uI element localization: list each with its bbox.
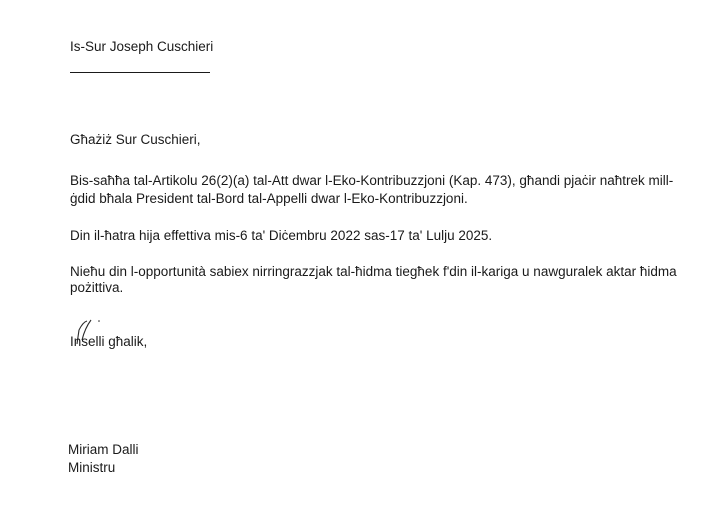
signatory-name: Miriam Dalli — [68, 442, 139, 457]
paragraph-3-line-1: Nieħu din l-opportunità sabiex nirringrazzjak tal-ħidma tiegħek f'din il-kariga u nawguralek aktar ħidma — [70, 264, 677, 279]
closing: Inselli għalik, — [70, 334, 148, 349]
paragraph-2: Din il-ħatra hija effettiva mis-6 ta' Diċembru 2022 sas-17 ta' Lulju 2025. — [70, 228, 493, 243]
recipient-name: Is-Sur Joseph Cuschieri — [70, 39, 214, 54]
paragraph-1-line-2: ġdid bħala President tal-Bord tal-Appelli dwar l-Eko-Kontribuzzjoni. — [70, 191, 468, 206]
salutation: Għażiż Sur Cuschieri, — [70, 132, 201, 147]
paragraph-1-line-1: Bis-saħħa tal-Artikolu 26(2)(a) tal-Att dwar l-Eko-Kontribuzzjoni (Kap. 473), għandi pjaċir naħtrek mill- — [70, 173, 674, 188]
signatory-title: Ministru — [68, 460, 116, 475]
paragraph-3-line-2: pożittiva. — [70, 280, 124, 295]
recipient-underline — [70, 72, 210, 73]
